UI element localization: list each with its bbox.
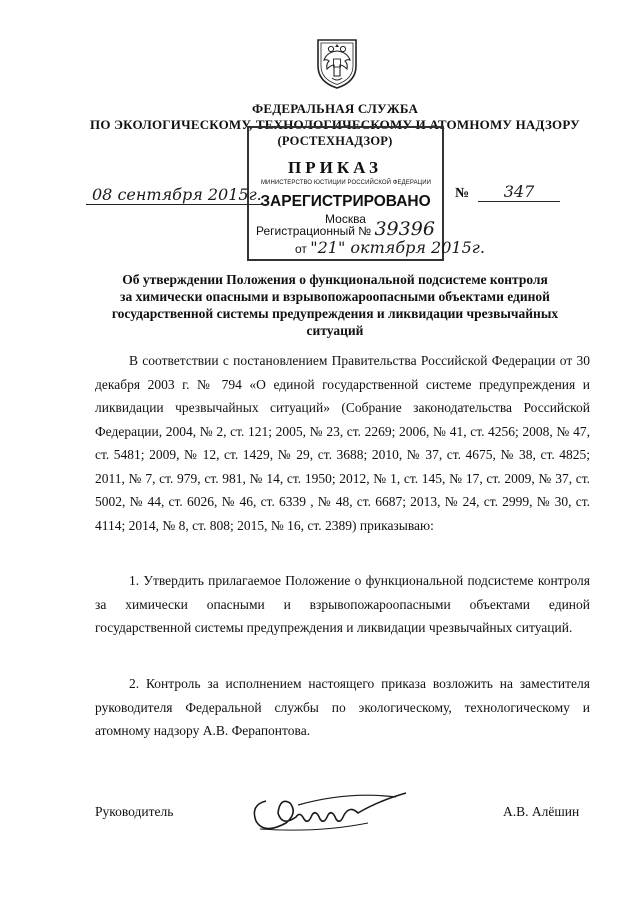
preamble-paragraph: В соответствии с постановлением Правительства Российской Федерации от 30 декабря 2003 г. № 794 «О единой государственной системе предупреждения и ликвидации чрезвычайных ситуаций» (Собрание законодательства Российской Федерации, 2004, № 2, ст. 121; 2005, № 23, ст. 2269; 2006, № 41, ст. 4256; 2008, № 47, ст. 5481; 2009, № 12, ст. 1429, № 29, ст. 3688; 2010, № 37, ст. 4675, № 38, ст. 4825; 2011, № 7, ст. 979, ст. 981, № 14, ст. 1950; 2012, № 1, ст. 145, № 17, ст. 2009, № 37, ст. 5002, № 44, ст. 6026, № 46, ст. 6339 , № 48, ст. 6687; 2013, № 24, ст. 2999, № 30, ст. 4114; 2014, № 8, ст. 808; 2015, № 16, ст. 2389) приказываю: bbox=[95, 353, 590, 533]
stamp-date: "21" октября 2015г. bbox=[310, 238, 485, 257]
stamp-registration-number: 39396 bbox=[374, 218, 435, 240]
order-date: 08 сентября 2015г. bbox=[86, 185, 268, 205]
stamp-ministry-name: МИНИСТЕРСТВО ЮСТИЦИИ РОССИЙСКОЙ ФЕДЕРАЦИИ bbox=[260, 180, 432, 186]
stamp-registration-label: Регистрационный № bbox=[256, 224, 372, 238]
subject-line: Об утверждении Положения о функциональной подсистеме контроля bbox=[122, 272, 548, 287]
stamp-date-label: от bbox=[295, 242, 307, 256]
stamp-registered-label: ЗАРЕГИСТРИРОВАНО bbox=[260, 193, 431, 210]
agency-abbreviation: (РОСТЕХНАДЗОР) bbox=[277, 134, 393, 148]
order-item-2: 2. Контроль за исполнением настоящего приказа возложить на заместителя руководителя Федеральной службы по экологическому, технологическому и атомному надзору А.В. Ферапонтова. bbox=[95, 676, 590, 738]
handwritten-signature bbox=[238, 783, 418, 838]
coat-of-arms-icon bbox=[312, 32, 362, 90]
stamp-date-row bbox=[295, 238, 485, 257]
order-number: 347 bbox=[478, 182, 560, 202]
order-item-1: 1. Утвердить прилагаемое Положение о функциональной подсистеме контроля за химически опасными и взрывопожароопасными объектами единой государственной системы предупреждения и ликвидации чрезвычайных ситуаций. bbox=[95, 573, 590, 635]
subject-line: ситуаций bbox=[306, 323, 364, 338]
signatory-name: А.В. Алёшин bbox=[503, 804, 580, 819]
stamp-registration-number-row bbox=[256, 218, 435, 240]
agency-name: ФЕДЕРАЛЬНАЯ СЛУЖБА bbox=[251, 101, 419, 116]
document-type-title: ПРИКАЗ bbox=[288, 158, 382, 177]
subject-line: за химически опасными и взрывопожароопасными объектами единой bbox=[120, 289, 550, 304]
agency-name-continued: ПО ЭКОЛОГИЧЕСКОМУ, ТЕХНОЛОГИЧЕСКОМУ И АТОМНОМУ НАДЗОРУ bbox=[90, 117, 580, 132]
stamp-city: Москва bbox=[325, 212, 366, 226]
subject-line: государственной системы предупреждения и ликвидации чрезвычайных bbox=[111, 306, 559, 321]
signatory-role: Руководитель bbox=[95, 804, 174, 819]
number-sign: № bbox=[455, 186, 470, 201]
